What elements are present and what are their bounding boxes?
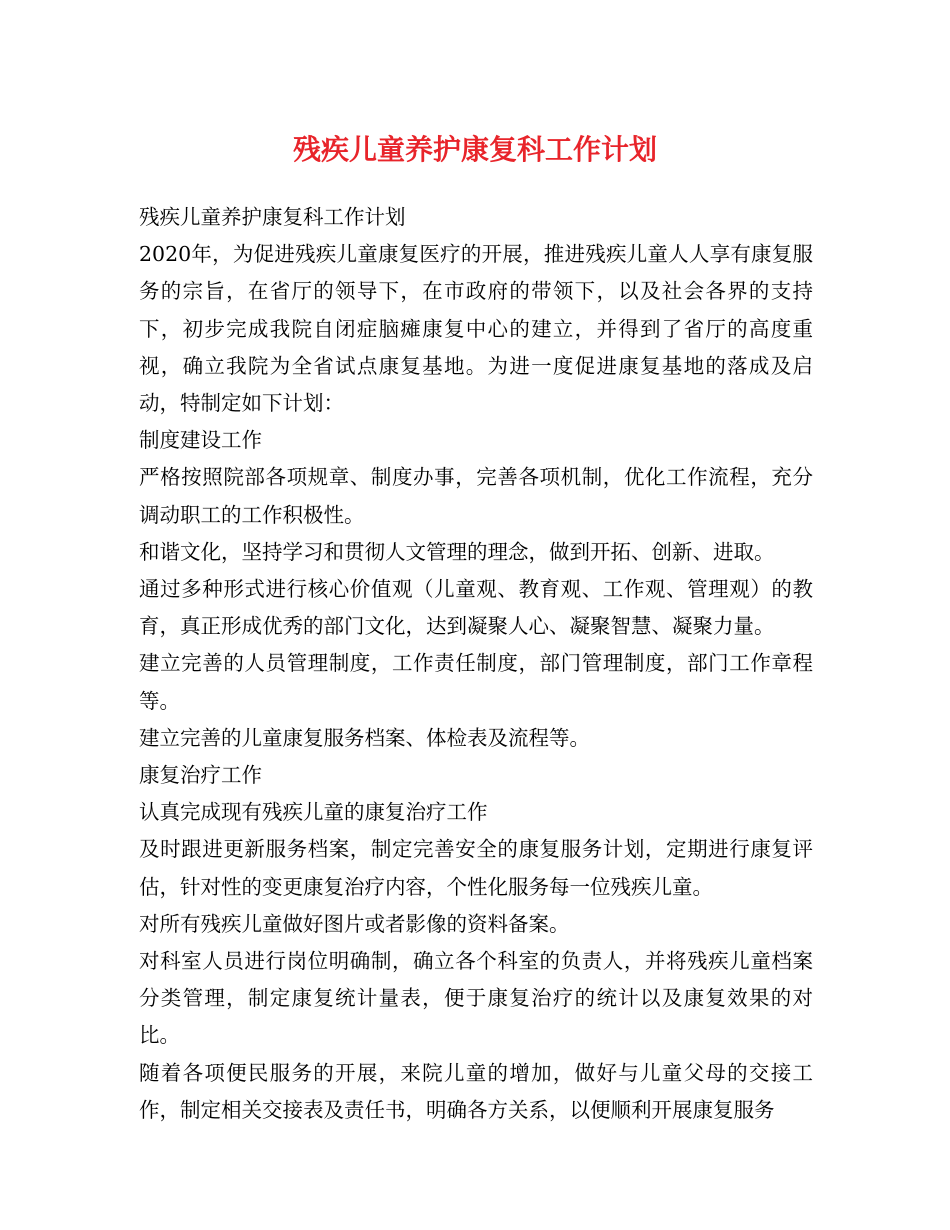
paragraph: 和谐文化，坚持学习和贯彻人文管理的理念，做到开拓、创新、进取。	[139, 539, 775, 564]
paragraph: 建立完善的儿童康复服务档案、体检表及流程等。	[139, 725, 590, 750]
document-body	[139, 199, 813, 1129]
paragraph: 严格按照院部各项规章、制度办事，完善各项机制，优化工作流程，充分调动职工的工作积极性。	[139, 465, 813, 527]
paragraph-subtitle: 残疾儿童养护康复科工作计划	[139, 205, 406, 229]
paragraph: 建立完善的人员管理制度，工作责任制度，部门管理制度，部门工作章程等。	[139, 651, 813, 713]
paragraph: 随着各项便民服务的开展，来院儿童的增加，做好与儿童父母的交接工作，制定相关交接表及责任书，明确各方关系，以便顺利开展康复服务	[139, 1060, 813, 1122]
document-title: 残疾儿童养护康复科工作计划	[292, 133, 657, 166]
paragraph: 对科室人员进行岗位明确制，确立各个科室的负责人，并将残疾儿童档案分类管理，制定康复统计量表，便于康复治疗的统计以及康复效果的对比。	[139, 949, 813, 1048]
paragraph-intro: 2020年，为促进残疾儿童康复医疗的开展，推进残疾儿童人人享有康复服务的宗旨，在省厅的领导下，在市政府的带领下，以及社会各界的支持下，初步完成我院自闭症脑瘫康复中心的建立，并得到了省厅的高度重视，确立我院为全省试点康复基地。为进一度促进康复基地的落成及启动，特制定如下计划：	[139, 242, 813, 416]
section-heading-system: 制度建设工作	[139, 428, 262, 453]
paragraph: 通过多种形式进行核心价值观（儿童观、教育观、工作观、管理观）的教育，真正形成优秀的部门文化，达到凝聚人心、凝聚智慧、凝聚力量。	[139, 577, 813, 639]
paragraph: 对所有残疾儿童做好图片或者影像的资料备案。	[139, 911, 570, 936]
paragraph: 及时跟进更新服务档案，制定完善安全的康复服务计划，定期进行康复评估，针对性的变更康复治疗内容，个性化服务每一位残疾儿童。	[139, 837, 813, 899]
paragraph: 认真完成现有残疾儿童的康复治疗工作	[139, 800, 488, 825]
section-heading-rehab: 康复治疗工作	[139, 763, 262, 788]
